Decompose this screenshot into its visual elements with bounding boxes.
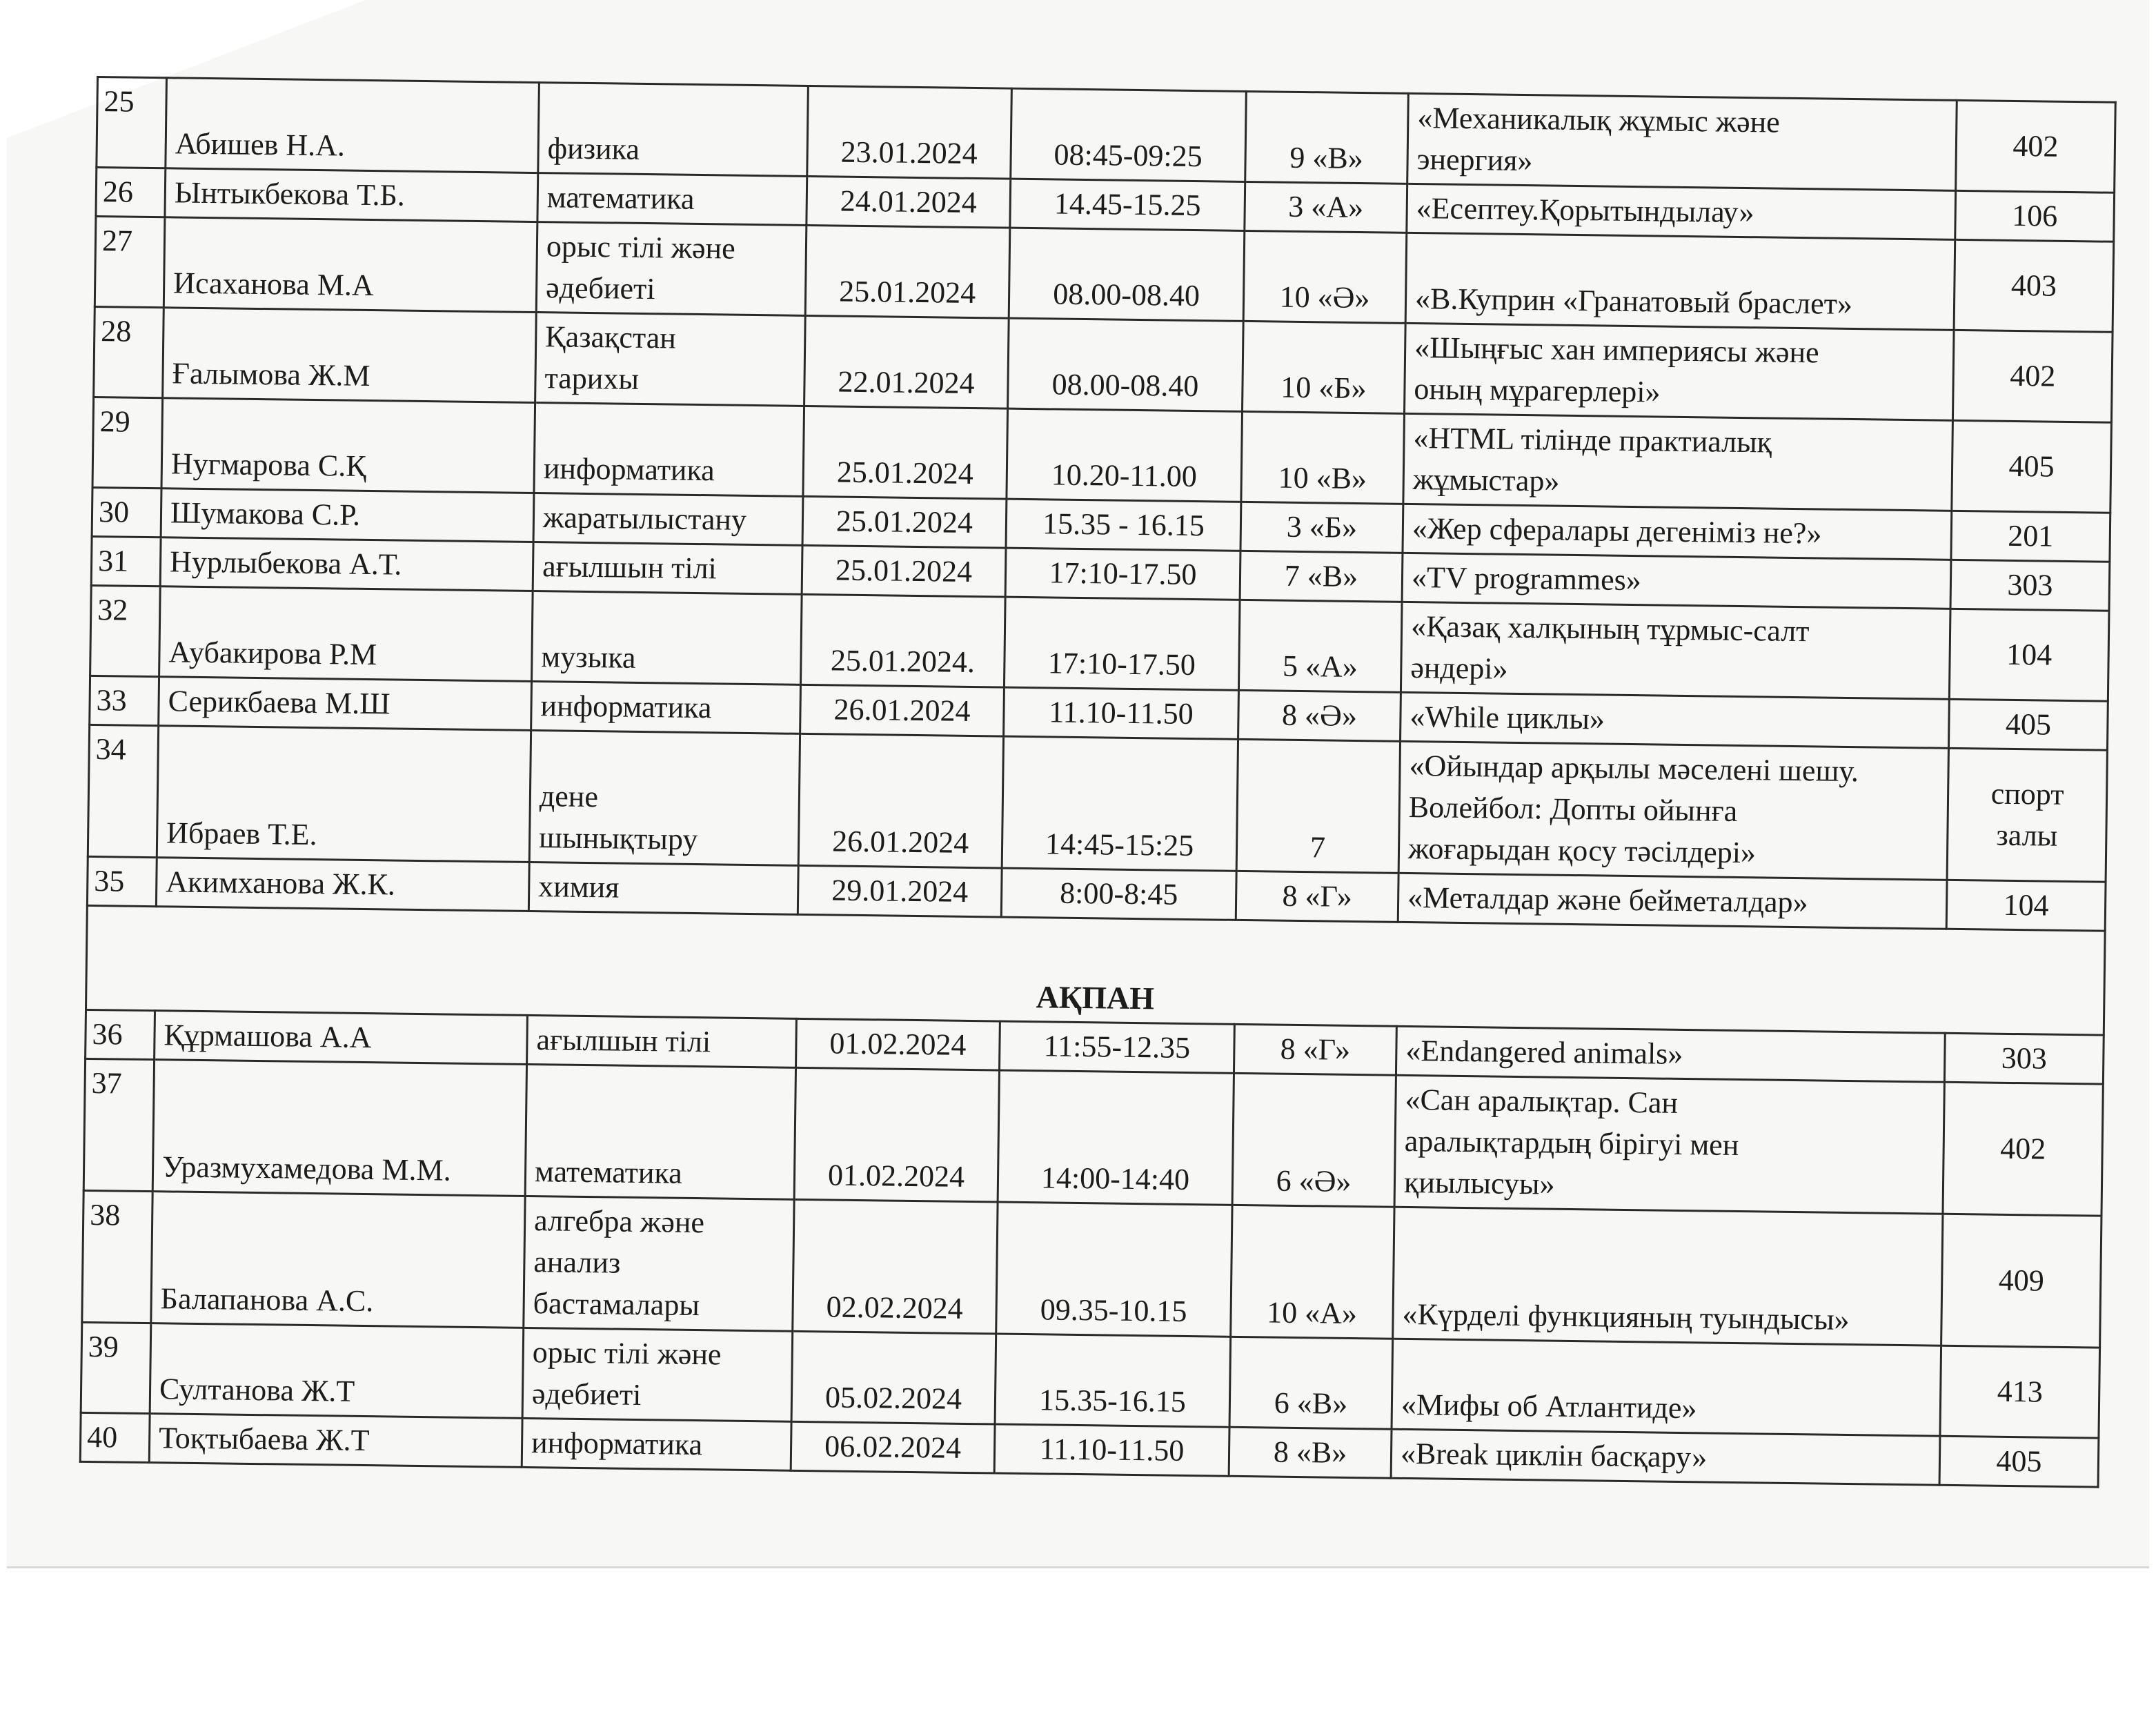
lesson-date: 23.01.2024 — [807, 86, 1012, 179]
teacher-name: Құрмашова А.А — [155, 1011, 528, 1065]
lesson-time: 15.35 - 16.15 — [1006, 499, 1241, 551]
teacher-name: Ғалымова Ж.М — [163, 308, 537, 403]
lesson-date: 01.02.2024 — [796, 1018, 1000, 1070]
lesson-date: 25.01.2024. — [800, 594, 1005, 687]
subject-name: математика — [537, 173, 807, 226]
lesson-topic: «Қазақ халқының тұрмыс-салт әндері» — [1401, 602, 1950, 699]
teacher-name: Абишев Н.А. — [166, 78, 540, 173]
lesson-date: 26.01.2024 — [798, 733, 1003, 868]
class-grade: 7 — [1236, 739, 1400, 873]
table-row — [88, 724, 2107, 882]
teacher-name: Ибраев Т.Е. — [157, 726, 531, 862]
subject-name: математика — [525, 1064, 795, 1199]
lesson-time: 14.45-15.25 — [1010, 179, 1245, 230]
row-number: 26 — [96, 168, 166, 217]
row-number: 32 — [90, 585, 161, 676]
row-number: 36 — [86, 1009, 155, 1059]
class-grade: 8 «Г» — [1236, 871, 1398, 922]
subject-name: ағылшын тілі — [527, 1015, 797, 1067]
lesson-topic: «TV programmes» — [1402, 553, 1951, 609]
subject-name: дене шынықтыру — [529, 730, 800, 865]
lesson-topic: «HTML тілінде практиалық жұмыстар» — [1403, 413, 1953, 511]
lesson-time: 14:00-14:40 — [998, 1070, 1234, 1205]
teacher-name: Ынтыкбекова Т.Б. — [165, 168, 538, 222]
class-grade: 5 «А» — [1238, 600, 1402, 692]
class-grade: 3 «Б» — [1240, 502, 1403, 553]
room-number: 405 — [1952, 420, 2112, 513]
teacher-name: Нугмарова С.Қ — [161, 398, 535, 493]
row-number: 25 — [97, 77, 167, 168]
room-number: 405 — [1939, 1436, 2099, 1487]
lesson-date: 29.01.2024 — [798, 865, 1002, 917]
class-grade: 6 «Ә» — [1232, 1073, 1396, 1207]
lesson-time: 17:10-17.50 — [1005, 548, 1240, 600]
lesson-time: 09.35-10.15 — [996, 1202, 1232, 1337]
teacher-name: Акимханова Ж.К. — [156, 858, 529, 911]
class-grade: 10 «В» — [1241, 411, 1405, 504]
lesson-topic: «Металдар және бейметалдар» — [1398, 873, 1947, 929]
lesson-date: 26.01.2024 — [800, 684, 1005, 736]
subject-name: физика — [538, 83, 809, 177]
class-grade: 8 «В» — [1229, 1427, 1392, 1478]
table-row — [83, 1058, 2103, 1216]
class-grade: 3 «А» — [1245, 181, 1407, 233]
class-grade: 7 «В» — [1240, 551, 1403, 602]
lesson-time: 08.00-08.40 — [1008, 318, 1244, 411]
lesson-topic: «Ойындар арқылы мәселені шешу. Волейбол: Допты ойынға жоғарыдан қосу тәсілдері» — [1398, 741, 1948, 880]
teacher-name: Султанова Ж.Т — [150, 1323, 524, 1419]
month-heading: АҚПАН — [86, 905, 2105, 1035]
lesson-time: 11.10-11.50 — [994, 1424, 1229, 1476]
lesson-topic: «Жер сфералары дегеніміз не?» — [1403, 504, 1952, 560]
room-number: 303 — [1944, 1033, 2104, 1084]
room-number: спорт залы — [1947, 748, 2107, 882]
class-grade: 8 «Г» — [1234, 1024, 1396, 1075]
room-number: 402 — [1943, 1082, 2103, 1216]
lesson-time: 15.35-16.15 — [995, 1334, 1231, 1427]
lesson-date: 05.02.2024 — [791, 1331, 996, 1424]
class-grade: 6 «В» — [1229, 1337, 1393, 1429]
row-number: 33 — [90, 676, 159, 725]
row-number: 35 — [87, 856, 157, 906]
lesson-topic: «Күрделі функцияның туындысы» — [1393, 1207, 1943, 1346]
row-number: 39 — [81, 1322, 151, 1413]
room-number: 104 — [1946, 880, 2106, 931]
lesson-date: 22.01.2024 — [804, 315, 1009, 408]
room-number: 303 — [1950, 560, 2110, 611]
lesson-date: 25.01.2024 — [805, 225, 1010, 318]
class-grade: 10 «А» — [1231, 1205, 1394, 1339]
row-number: 29 — [92, 397, 163, 488]
lesson-time: 11.10-11.50 — [1004, 687, 1239, 739]
room-number: 409 — [1941, 1214, 2101, 1348]
subject-name: орыс тілі және әдебиеті — [536, 222, 807, 316]
class-grade: 8 «Ә» — [1238, 690, 1401, 741]
room-number: 413 — [1940, 1346, 2100, 1438]
teacher-name: Уразмухамедова М.М. — [152, 1060, 526, 1196]
row-number: 27 — [95, 217, 165, 308]
teacher-name: Исаханова М.А — [164, 217, 537, 313]
class-grade: 10 «Б» — [1243, 321, 1406, 413]
subject-name: Қазақстан тарихы — [535, 313, 806, 406]
teacher-name: Серикбаева М.Ш — [159, 677, 532, 731]
lesson-date: 01.02.2024 — [794, 1067, 999, 1202]
lesson-date: 25.01.2024 — [802, 496, 1007, 548]
lesson-topic: «Механикалық жұмыс және энергия» — [1407, 93, 1957, 190]
room-number: 405 — [1948, 699, 2108, 750]
lesson-topic: «Сан аралықтар. Сан аралықтардың бірігуі мен қиылысуы» — [1394, 1075, 1944, 1214]
room-number: 106 — [1955, 190, 2115, 241]
row-number: 37 — [83, 1058, 154, 1191]
subject-name: информатика — [534, 403, 804, 497]
lesson-topic: «While циклы» — [1401, 692, 1950, 748]
room-number: 104 — [1949, 609, 2109, 701]
rows-january — [87, 77, 2115, 931]
room-number: 403 — [1954, 239, 2114, 332]
lesson-date: 06.02.2024 — [791, 1421, 995, 1473]
lesson-date: 25.01.2024 — [802, 545, 1006, 597]
lesson-time: 08.00-08.40 — [1009, 228, 1245, 321]
teacher-name: Нурлыбекова А.Т. — [160, 538, 533, 591]
subject-name: орыс тілі және әдебиеті — [522, 1328, 793, 1421]
class-grade: 9 «В» — [1245, 91, 1409, 184]
subject-name: музыка — [532, 591, 802, 685]
lesson-time: 17:10-17.50 — [1004, 597, 1240, 690]
rows-february — [80, 1009, 2104, 1487]
subject-name: ағылшын тілі — [533, 542, 802, 595]
lesson-topic: «Мифы об Атлантиде» — [1392, 1339, 1941, 1436]
lesson-date: 02.02.2024 — [793, 1199, 998, 1334]
subject-name: химия — [528, 862, 798, 914]
teacher-name: Тоқтыбаева Ж.Т — [149, 1414, 522, 1468]
lesson-date: 24.01.2024 — [807, 176, 1011, 228]
lesson-time: 10.20-11.00 — [1007, 408, 1243, 502]
row-number: 30 — [92, 487, 161, 537]
lesson-date: 25.01.2024 — [803, 406, 1008, 499]
table-row — [82, 1190, 2101, 1348]
lesson-topic: «Endangered animals» — [1396, 1026, 1945, 1082]
row-number: 34 — [88, 724, 158, 857]
room-number: 402 — [1952, 330, 2113, 422]
subject-name: жаратылыстану — [533, 493, 803, 546]
lesson-topic: «Есептеу.Қорытындылау» — [1407, 184, 1956, 239]
lesson-time: 14:45-15:25 — [1002, 736, 1238, 871]
lesson-time: 08:45-09:25 — [1011, 88, 1247, 181]
lesson-schedule-table — [79, 76, 2117, 1488]
room-number: 201 — [1951, 511, 2110, 562]
class-grade: 10 «Ә» — [1243, 230, 1407, 323]
lesson-time: 8:00-8:45 — [1001, 868, 1236, 920]
row-number: 40 — [80, 1412, 150, 1462]
lesson-topic: «В.Куприн «Гранатовый браслет» — [1405, 233, 1955, 330]
lesson-topic: «Шыңғыс хан империясы және оның мұрагерлері» — [1405, 323, 1955, 420]
teacher-name: Шумакова С.Р. — [161, 489, 534, 542]
row-number: 31 — [91, 536, 161, 586]
row-number: 38 — [82, 1190, 152, 1323]
room-number: 402 — [1956, 100, 2116, 193]
teacher-name: Балапанова А.С. — [151, 1192, 525, 1328]
subject-name: информатика — [522, 1418, 791, 1470]
subject-name: алгебра және анализ бастамалары — [524, 1196, 794, 1331]
lesson-time: 11:55-12.35 — [999, 1021, 1234, 1073]
teacher-name: Аубакирова Р.М — [159, 586, 533, 682]
lesson-topic: «Break циклін басқару» — [1391, 1429, 1940, 1485]
row-number: 28 — [94, 306, 164, 397]
subject-name: информатика — [531, 681, 801, 733]
